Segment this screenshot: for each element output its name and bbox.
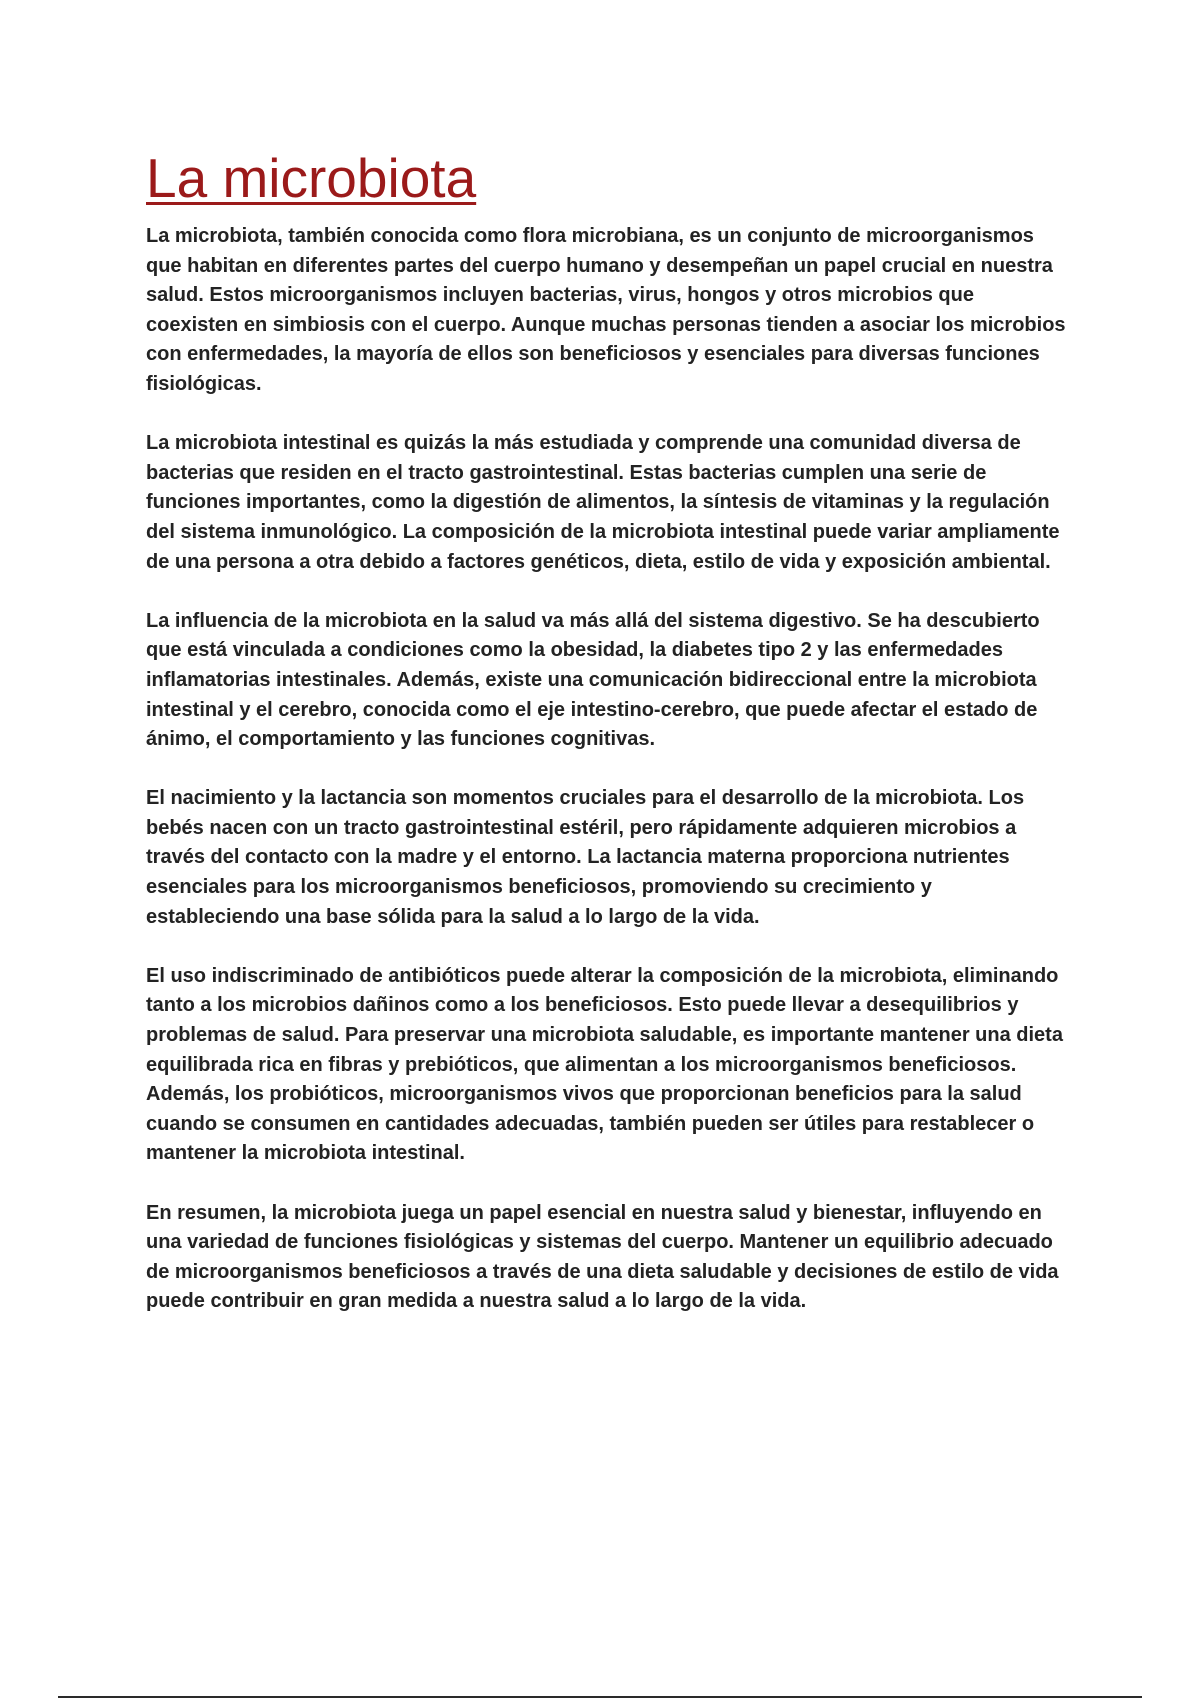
paragraph-summary: En resumen, la microbiota juega un papel esencial en nuestra salud y bienestar, influyendo en una variedad de funciones fisiológicas y sistemas del cuerpo. Mantener un equilibrio adecuado de microorganismos beneficiosos a través de una dieta saludable y decisiones de estilo de vida puede contribuir en gran medida a nuestra salud a lo largo de la vida. xyxy=(146,1201,1059,1313)
document-title: La microbiota xyxy=(146,147,477,209)
paragraph-intro: La microbiota, también conocida como flora microbiana, es un conjunto de microorganismos que habitan en diferentes partes del cuerpo humano y desempeñan un papel crucial en nuestra salud. Estos microorganismos incluyen bacterias, virus, hongos y otros microbios que coexisten en simbiosis con el cuerpo. Aunque muchas personas tienden a asociar los microbios con enfermedades, la mayoría de ellos son beneficiosos y esenciales para diversas funciones fisiológicas. xyxy=(146,225,1066,395)
paragraph-antibiotics: El uso indiscriminado de antibióticos puede alterar la composición de la microbiota, eliminando tanto a los microbios dañinos como a los beneficiosos. Esto puede llevar a desequilibrios y problemas de salud. Para preservar una microbiota saludable, es importante mantener una dieta equilibrada rica en fibras y prebióticos, que alimentan a los microorganismos beneficiosos. Además, los probióticos, microorganismos vivos que proporcionan beneficios para la salud cuando se consumen en cantidades adecuadas, también pueden ser útiles para restablecer o mantener la microbiota intestinal. xyxy=(146,964,1063,1165)
page-bottom-divider xyxy=(58,1696,1142,1698)
document-page xyxy=(146,146,1066,1347)
paragraph-health-influence: La influencia de la microbiota en la salud va más allá del sistema digestivo. Se ha descubierto que está vinculada a condiciones como la obesidad, la diabetes tipo 2 y las enfermedades inflamatorias intestinales. Además, existe una comunicación bidireccional entre la microbiota intestinal y el cerebro, conocida como el eje intestino-cerebro, que puede afectar el estado de ánimo, el comportamiento y las funciones cognitivas. xyxy=(146,609,1040,751)
paragraph-intestinal: La microbiota intestinal es quizás la más estudiada y comprende una comunidad diversa de bacterias que residen en el tracto gastrointestinal. Estas bacterias cumplen una serie de funciones importantes, como la digestión de alimentos, la síntesis de vitaminas y la regulación del sistema inmunológico. La composición de la microbiota intestinal puede variar ampliamente de una persona a otra debido a factores genéticos, dieta, estilo de vida y exposición ambiental. xyxy=(146,432,1060,573)
paragraph-birth-lactation: El nacimiento y la lactancia son momentos cruciales para el desarrollo de la microbiota. Los bebés nacen con un tracto gastrointestinal estéril, pero rápidamente adquieren microbios a través del contacto con la madre y el entorno. La lactancia materna proporciona nutrientes esenciales para los microorganismos beneficiosos, promoviendo su crecimiento y estableciendo una base sólida para la salud a lo largo de la vida. xyxy=(146,787,1025,928)
